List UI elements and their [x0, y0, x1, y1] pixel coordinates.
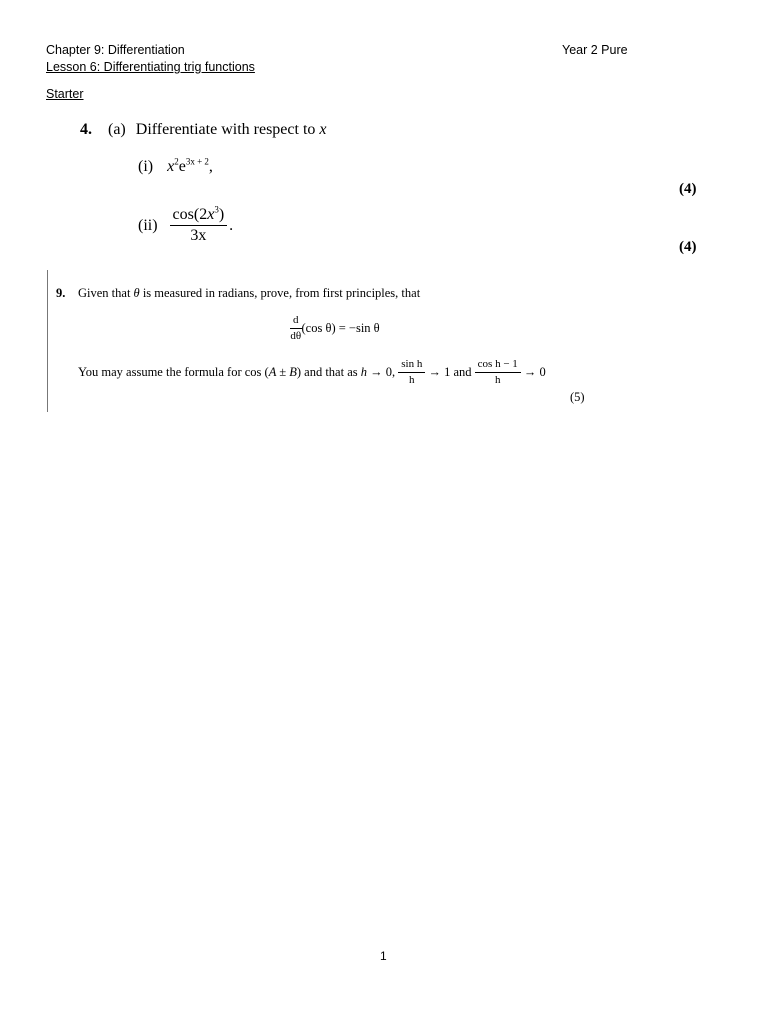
course-label: Year 2 Pure [562, 43, 628, 57]
q9-number: 9. [56, 286, 66, 300]
q9-derivative-identity: $\frac{d}{d\theta}$ (cos θ) = −sin θ [290, 314, 380, 342]
q4-part-a [108, 121, 327, 139]
q9-margin-bar [47, 270, 48, 412]
q4-i-marks: (4) [679, 181, 697, 197]
q4-part-i [138, 158, 213, 176]
q4-ii-fraction: $\frac{\cos(2x^3)}{3x}$ [170, 206, 228, 246]
q9-cosh-minus-1-over-h: $\frac{\text{cos h − 1}}{h}$ [475, 358, 521, 386]
q4-number: 4. [80, 121, 92, 138]
q4-i-label: (i) [138, 158, 154, 175]
q9-marks: (5) [570, 390, 585, 404]
q9-d-dtheta: $\frac{d}{d\theta}$ [290, 314, 302, 342]
q4-ii-marks: (4) [679, 239, 697, 255]
q9-assumption: You may assume the formula for cos ( A ± B ) and that as h → 0, $\frac{\text{sin h}}{h}$ → 1 and $\frac{\text{cos h − 1}}{h}$ → 0 [78, 358, 546, 386]
q4-variable: x [319, 121, 327, 138]
q4-ii-label: (ii) [138, 216, 158, 234]
q9-statement: Given that θ is measured in radians, prove, from first principles, that [78, 286, 421, 300]
q4-part-ii: (ii) $\frac{\cos(2x^3)}{3x}$ . [138, 204, 234, 245]
lesson-title: Lesson 6: Differentiating trig functions [46, 60, 255, 74]
page-number: 1 [380, 949, 387, 963]
q9-sinh-over-h: $\frac{\text{sin h}}{h}$ [398, 358, 425, 386]
q4-i-expression: $x^2e^{3x + 2}$, [167, 156, 213, 175]
chapter-title: Chapter 9: Differentiation [46, 43, 185, 57]
q4-part-a-label: (a) [108, 121, 126, 138]
starter-heading: Starter [46, 87, 84, 101]
q4-instruction: Differentiate with respect to [135, 121, 320, 138]
